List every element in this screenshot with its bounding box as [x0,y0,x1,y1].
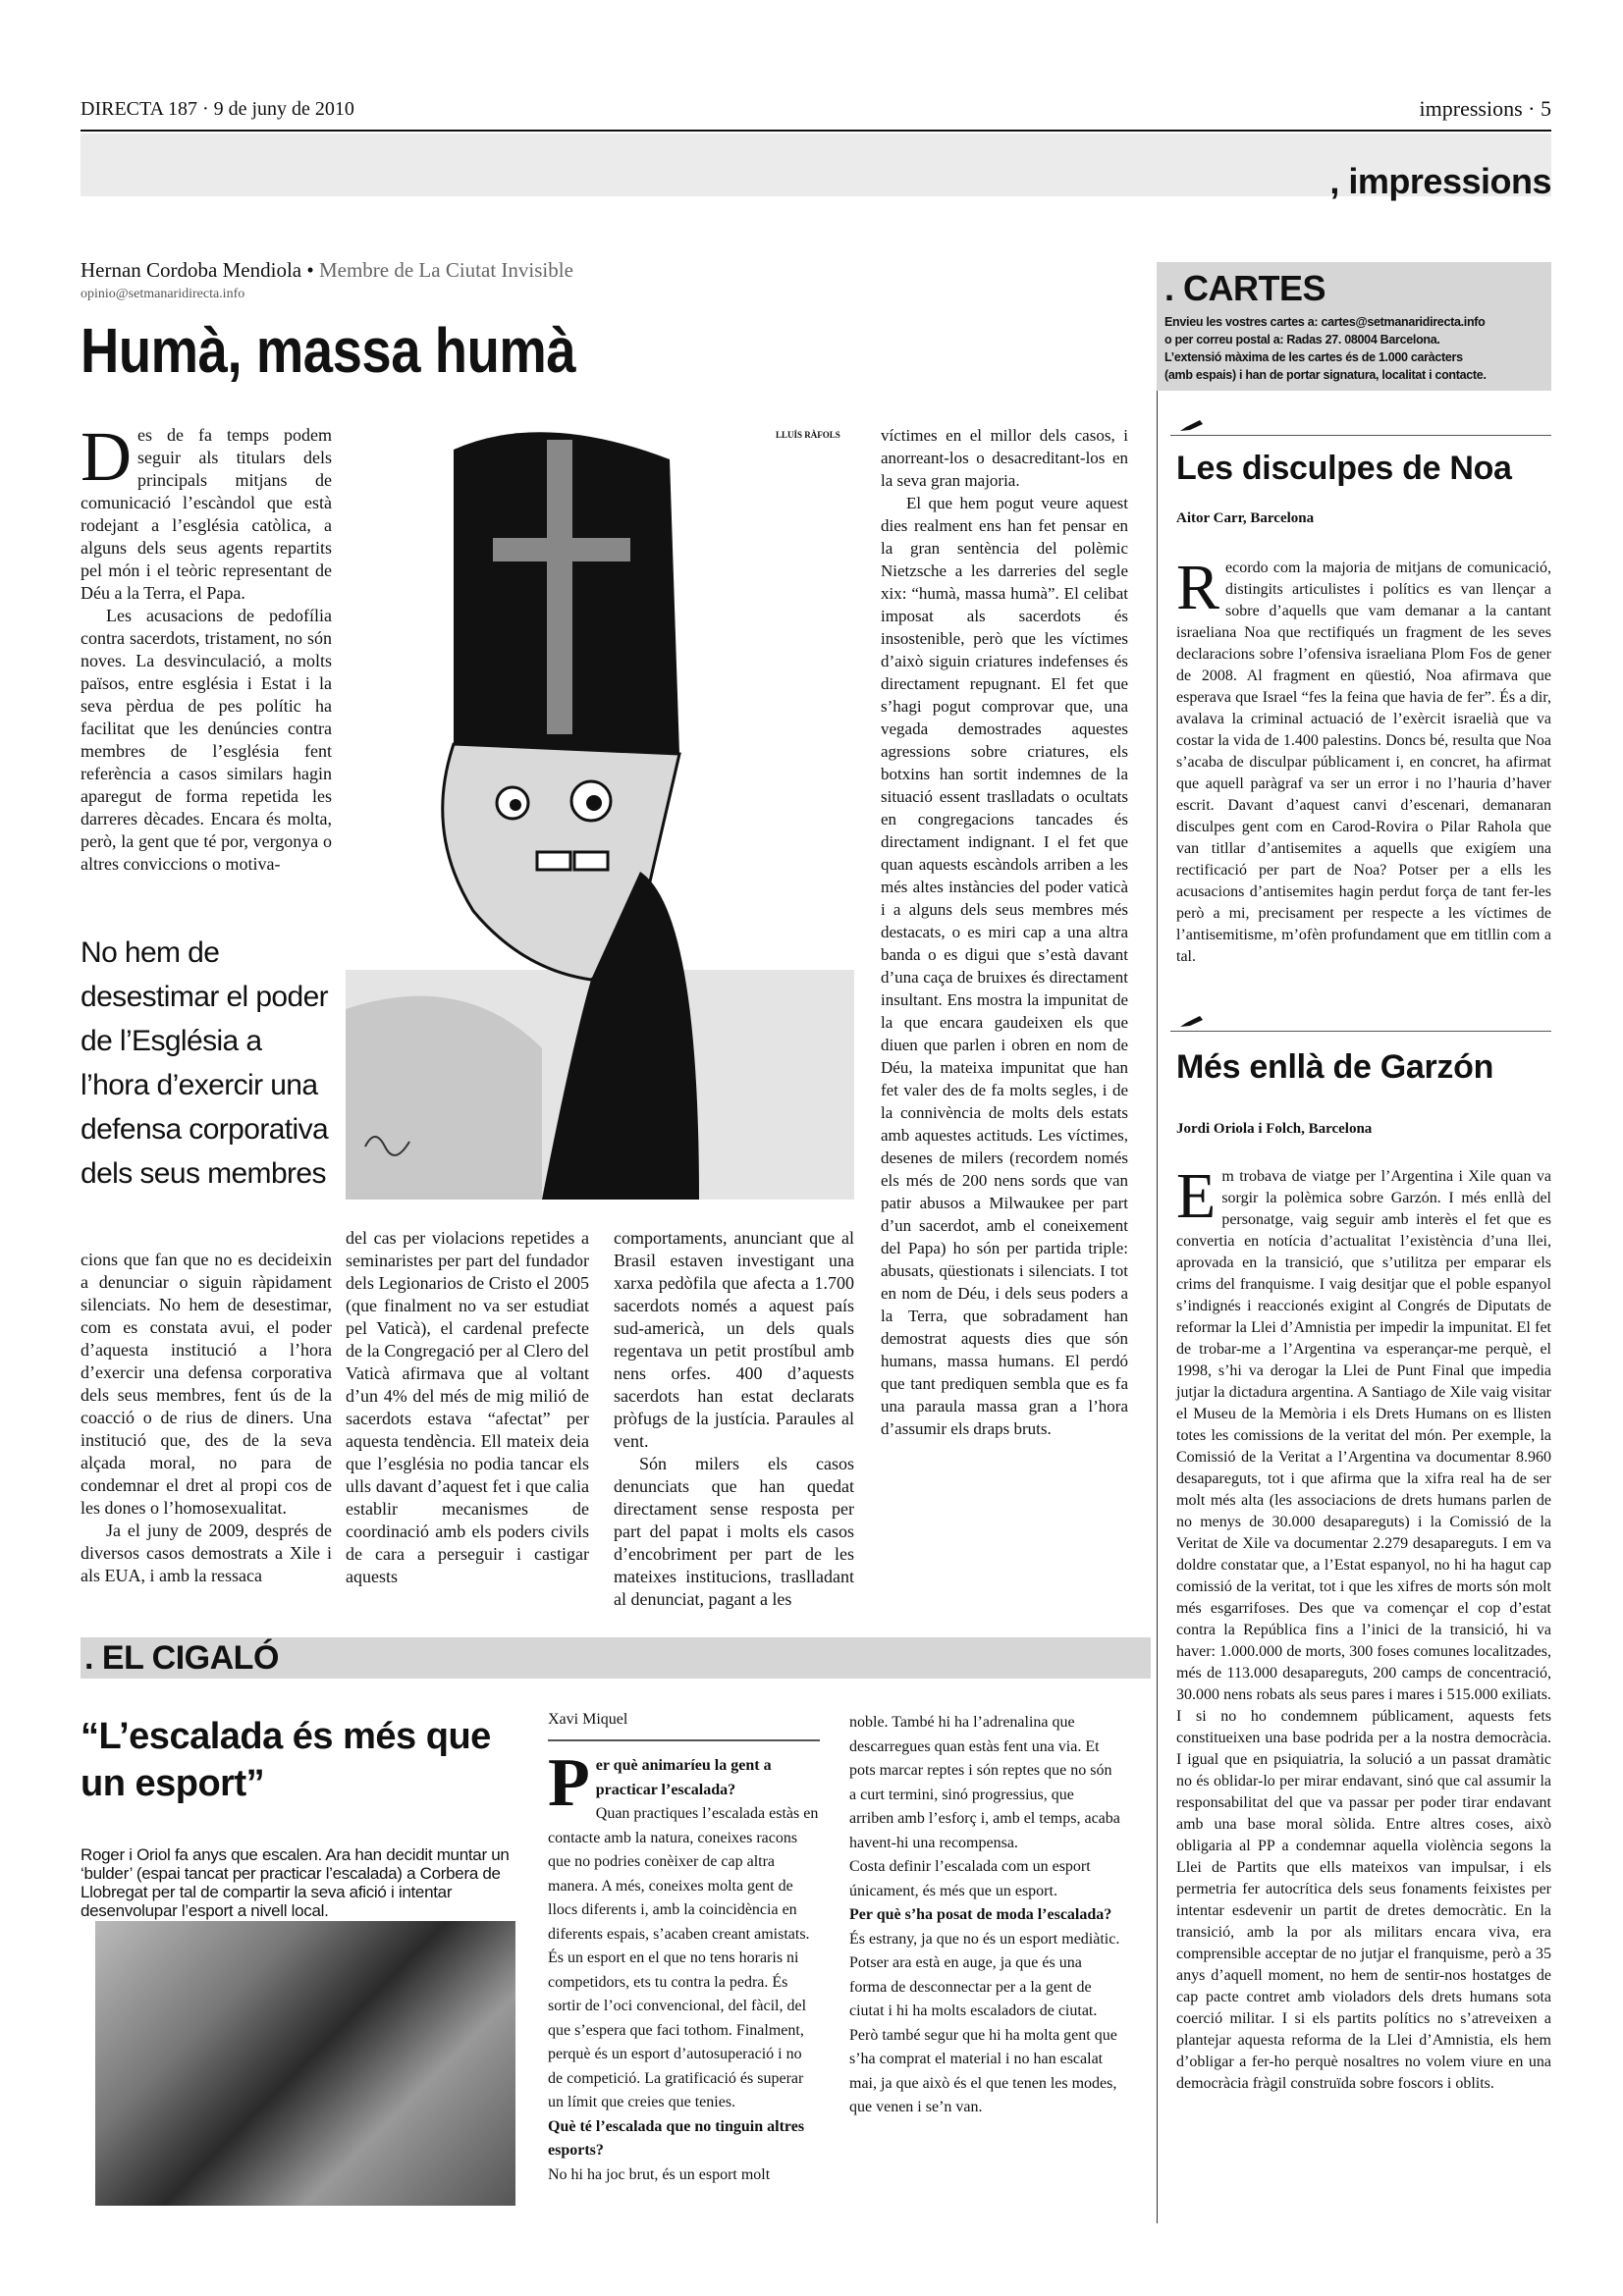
drop-cap: E [1176,1160,1217,1232]
article-col2 [346,1227,589,1588]
letter-author: Aitor Carr, Barcelona [1176,510,1315,526]
letter-body [1176,1160,1551,2095]
cartes-info-line: o per correu postal a: Radas 27. 08004 Barcelona. [1164,333,1440,347]
paragraph: Les acusacions de pedofília contra sacerdots, tristament, no són noves. La desvinculació, a molts països, entre església i Estat i la seva pèrdua de pes polític ha facilitat que les denúncies contra membres de l’església fent referència a casos similars hagin aparegut de forma repetida les darreres dècades. Encara és molta, però, la gent que té por, vergonya o altres conviccions o motiva- [81,606,332,874]
drop-cap: P [548,1745,590,1821]
paragraph: comportaments, anunciant que al Brasil estaven investigant una xarxa pedòfila que afecta a 1.700 sacerdots només a aquest país sud-americà, un dels quals regentava un petit prostíbul amb nens orfes. 400 d’aquests sacerdots han estat declarats pròfugs de la justícia. Paraules al vent. [614,1228,854,1451]
page-section-number: impressions · 5 [1419,96,1551,121]
article-col1-top [81,417,332,876]
issue-info: DIRECTA 187 · 9 de juny de 2010 [81,98,354,120]
climbing-photo [95,1921,515,2206]
byline-separator: • [301,258,319,282]
interview-answer: Quan practiques l’escalada estàs en contacte amb la natura, coneixes racons que no podries conèixer de cap altra manera. A més, coneixes molta gent de llocs diferents i, amb la coincidència en diferents espais, s’acaben creant amistats. És un esport en el que no tens horaris ni competidors, ets tu contra la pedra. És sortir de l’oci convencional, del fàcil, del que s’espera que faci tothom. Finalment, perquè és un esport d’autosuperació i no de competició. La gratificació és superar un límit que creies que tenies. [548,1805,819,2110]
section-title: , impressions [1329,161,1551,201]
interview-answer: noble. També hi ha l’adrenalina que descarregues quan estàs fent una via. Et pots marcar reptes i són reptes que no són a curt termini, sinó progressius, que arriben amb l’esforç i, amb el temps, acaba havent-hi una recompensa. [849,1714,1120,1851]
column-divider [1157,391,1158,2223]
byline [81,258,573,283]
letter-rule [1170,1031,1551,1032]
letter-rule [1170,435,1551,436]
interview-question: Què té l’escalada que no tinguin altres esports? [548,2117,805,2159]
cigalo-band [81,1637,1151,1679]
article-col3 [614,1227,854,1611]
cartes-info-line: (amb espais) i han de portar signatura, localitat i contacte. [1164,368,1487,382]
illustration-credit: LLUÍS RÀFOLS [776,430,840,440]
article-title: Humà, massa humà [81,315,576,386]
letter-title: Més enllà de Garzón [1176,1048,1494,1086]
interview-col1 [548,1745,820,2187]
cartes-info-line: Envieu les vostres cartes a: cartes@setmanaridirecta.info [1164,315,1486,329]
interview-question: Per què s’ha posat de moda l’escalada? [849,1906,1112,1923]
interview-question: er què animaríeu la gent a practicar l’escalada? [595,1757,772,1798]
cartes-title: . CARTES [1164,268,1326,308]
cartes-info [1164,313,1487,384]
cartes-info-line: L’extensió màxima de les cartes és de 1.000 caràcters [1164,350,1463,364]
article-col4 [881,424,1128,1440]
header-rule [81,130,1551,132]
interview-answer: És estrany, ja que no és un esport mediàtic. Potser ara està en auge, ja que és una forma de desconnectar per a la gent de ciutat i hi ha molts escaladors de ciutat. Però també segur que hi ha molta gent que s’ha comprat el material i no han escalat mai, ja que això és el que tenen les modes, que venen i se’n van. [849,1930,1120,2115]
illustration-pope-caricature [346,420,854,1200]
cigalo-section-title: . EL CIGALÓ [84,1639,279,1677]
paragraph: Són milers els casos denunciats que han quedat directament sense resposta per part del papat i molts els casos d’encobriment per part de les mateixes institucions, traslladant al denunciat, pagant a les [614,1454,854,1609]
interview-author: Xavi Miquel [548,1711,628,1728]
paragraph: cions que fan que no es decideixin a denunciar o siguin ràpidament silenciats. No hem de desestimar, com es constata avui, el poder d’aquesta institució a l’hora d’exercir una defensa corporativa dels seus membres, fent ús de la coacció o de rius de diners. Una institució que, des de la seva alçada moral, no para de condemnar el dret al propi cos de les dones o l’homosexualitat. [81,1250,332,1518]
letter-title: Les disculpes de Noa [1176,450,1512,487]
author-name: Hernan Cordoba Mendiola [81,258,302,282]
section-band [81,133,1551,201]
paragraph: del cas per violacions repetides a seminaristes per part del fundador dels Legionarios de Cristo el 2005 (que finalment no va ser estudiat pel Vaticà), el cardenal prefecte de la Congregació per al Clero del Vaticà afirmava que al voltant d’un 4% del més de mig milió de sacerdots estava “afectat” per aquesta tendència. Ell mateix deia que l’església no podia tancar els ulls davant d’aquest fet i que calia establir mecanismes de coordinació amb els poders civils de cara a perseguir i castigar aquests [346,1228,589,1586]
author-rule [548,1739,820,1741]
letter-author: Jordi Oriola i Folch, Barcelona [1176,1121,1373,1137]
author-role: Membre de La Ciutat Invisible [318,258,573,282]
paragraph: víctimes en el millor dels casos, i anorreant-los o desacreditant-los en la seva gran majoria. [881,426,1128,490]
cigalo-lead: Roger i Oriol fa anys que escalen. Ara han decidit muntar un ‘bulder’ (espai tancat per practicar l’escalada) a Corbera de Llobregat per tal de compartir la seva afició i intentar desenvolupar l’esport a nivell local. [81,1845,510,1920]
article-col1-bottom [81,1249,332,1587]
author-email[interactable]: opinio@setmanaridirecta.info [81,287,245,301]
paragraph: ecordo com la majoria de mitjans de comunicació, distingits articulistes i polítics es van llençar a sobre d’aquells que vam demanar a la cantant israeliana Noa que rectifiqués un fragment de les seves declaracions sobre l’ofensiva israeliana Plom Fos de gener de 2008. Al fragment en qüestió, Noa afirmava que esperava que Israel “fes la feina que havia de fer”. És a dir, avalava la criminal actuació de l’exèrcit israelià que va costar la vida de 1.400 palestins. Doncs bé, resulta que Noa s’acaba de disculpar públicament i, en concret, ha afirmat que aquell paràgraf va ser un error i no l’hauria d’haver escrit. Davant d’aquest canvi d’escenari, demanaran disculpes gent com en Carod-Rovira o Pilar Rahola que van titllar d’antisemites a aquells que exigíem una rectificació per part de Noa? Potser per a ells les acusacions d’antisemites hagin perdut força de tant fer-les però a mi, precisament per respecte a les víctimes de l’antisemitisme, m’ofèn profundament que em titllin com a tal. [1176,560,1551,965]
paragraph: m trobava de viatge per l’Argentina i Xile quan va sorgir la polèmica sobre Garzón. I més enllà del personatge, vaig seguir amb interès el fet que es convertia en notícia d’actualitat l’existència d’una llei, aprovada en la transició, que s’utilitza per emparar els crims del franquisme. I vaig desitjar que el poble espanyol s’indignés i reaccionés exigint al Congrés de Diputats de reformar la Llei d’Amnistia per impedir la impunitat. El fet de trobar-me a l’Argentina va esperançar-me perquè, el 1998, s’hi va derogar la Llei de Punt Final que impedia jutjar la dictadura argentina. A Santiago de Xile vaig visitar el Museu de la Memòria i els Drets Humans on es llisten totes les comissions de la veritat del món. Per exemple, la Comissió de la Veritat a l’Argentina va documentar 8.960 desapareguts, tot i que afirma que la xifra real ha de ser molt més alta (les associacions de drets humans parlen de no menys de 30.000 desapareguts) i la Comissió de la Veritat de Xile va documentar 2.279 desapareguts. I em va doldre constatar que, a l’Estat espanyol, no hi ha hagut cap comissió de la veritat, tot i que les xifres de morts són molt més esgarrifoses. Des que va començar el cop d’estat contra la República fins a l’inici de la transició, hi va haver: 1.000.000 de morts, 300 foses comunes localitzades, més de 113.000 desapareguts, 200 camps de concentració, 30.000 nens robats als seus pares i mares i 515.000 exiliats. I si no ho condemnem públicament, aquests fets constitueixen una base podrida per a la nostra democràcia. I igual que en psiquiatria, la solució a un passat dramàtic no és oblidar-lo per mirar endavant, sinó que cal assumir la responsabilitat del que va passar per poder tirar endavant amb una base moral sòlida. Entre altres coses, això obligaria al PP a condemnar aquella violència segons la Llei de Partits que ells mateixos van impulsar, i els permetria fer autocrítica dels seus fonaments feixistes per intentar esdevenir un partit de dretes democràtic. En la transició, amb la por als militars encara viva, era comprensible acceptar de no jutjar el franquisme, però a 35 anys d’aquell moment, no hem de sentir-nos hostatges de cap pacte contret amb violadors dels drets humans sota coerció militar. I si els partits polítics no s’atreveixen a plantejar aquesta reforma de la Llei d’Amnistia, els hem d’obligar a fer-ho perquè nosaltres no volem viure en una democràcia fràgil construïda sobre foscors i oblits. [1176,1168,1551,2092]
drop-cap: R [1176,552,1220,623]
cartes-box [1157,262,1551,391]
letter-body [1176,552,1551,968]
pull-quote: No hem de desestimar el poder de l’Església a l’hora d’exercir una defensa corporativa dels seus membres [81,936,329,1190]
interview-answer: Costa definir l’escalada com un esport únicament, és més que un esport. [849,1858,1091,1899]
paragraph: El que hem pogut veure aquest dies realment ens han fet pensar en la gran sentència del polèmic Nietzsche a les darreries del segle xix: “humà, massa humà”. El celibat imposat als sacerdots és insostenible, però que les víctimes d’això siguin criatures indefenses és directament repugnant. El fet que s’hagi pogut comprovar que, una vegada demostrades aquestes agressions sobre criatures, els botxins han sortit indemnes de la situació essent traslladats o ocultats en congregacions tancades és directament indignant. I el fet que quan aquests escàndols arriben a les més altes instàncies del poder vaticà i a alguns dels seus membres més destacats, o es miri cap a una altra banda o es digui que s’està davant d’una caça de bruixes és directament insultant. Ens mostra la impunitat de la que encara gaudeixen els que diuen que parlen i obren en nom de Déu, la mateixa impunitat que han fet valer des de fa molts segles, i de la connivència de molts dels estats amb aquestes actituds. Les víctimes, desenes de milers (recordem només els més de 200 nens sords que van patir abusos a Milwaukee per part d’un sacerdot, amb el coneixement del Papa) ho són per partida triple: abusats, qüestionats i silenciats. I tot en nom de Déu, i dels seus poders a la Terra, que sobradament han demostrat aquests dies que són humans, massa humans. El perdó que tant prediquen sembla que es fa una paraula massa gran a l’hora d’assumir els draps bruts. [881,494,1128,1438]
interview-answer: No hi ha joc brut, és un esport molt [548,2165,771,2183]
paragraph: es de fa temps podem seguir als titulars dels principals mitjans de comunicació l’escàndol que està rodejant a l’església catòlica, a alguns dels seus agents repartits pel món i el teòric representant de Déu a la Terra, el Papa. [81,425,332,603]
pen-icon [1178,1014,1204,1028]
drop-cap: D [81,417,132,496]
cigalo-title: “L’escalada és més que un esport” [81,1716,491,1804]
paragraph: Ja el juny de 2009, després de diversos casos demostrats a Xile i als EUA, i amb la ressaca [81,1521,332,1585]
pen-icon [1178,418,1204,432]
interview-col2 [849,1711,1121,2120]
